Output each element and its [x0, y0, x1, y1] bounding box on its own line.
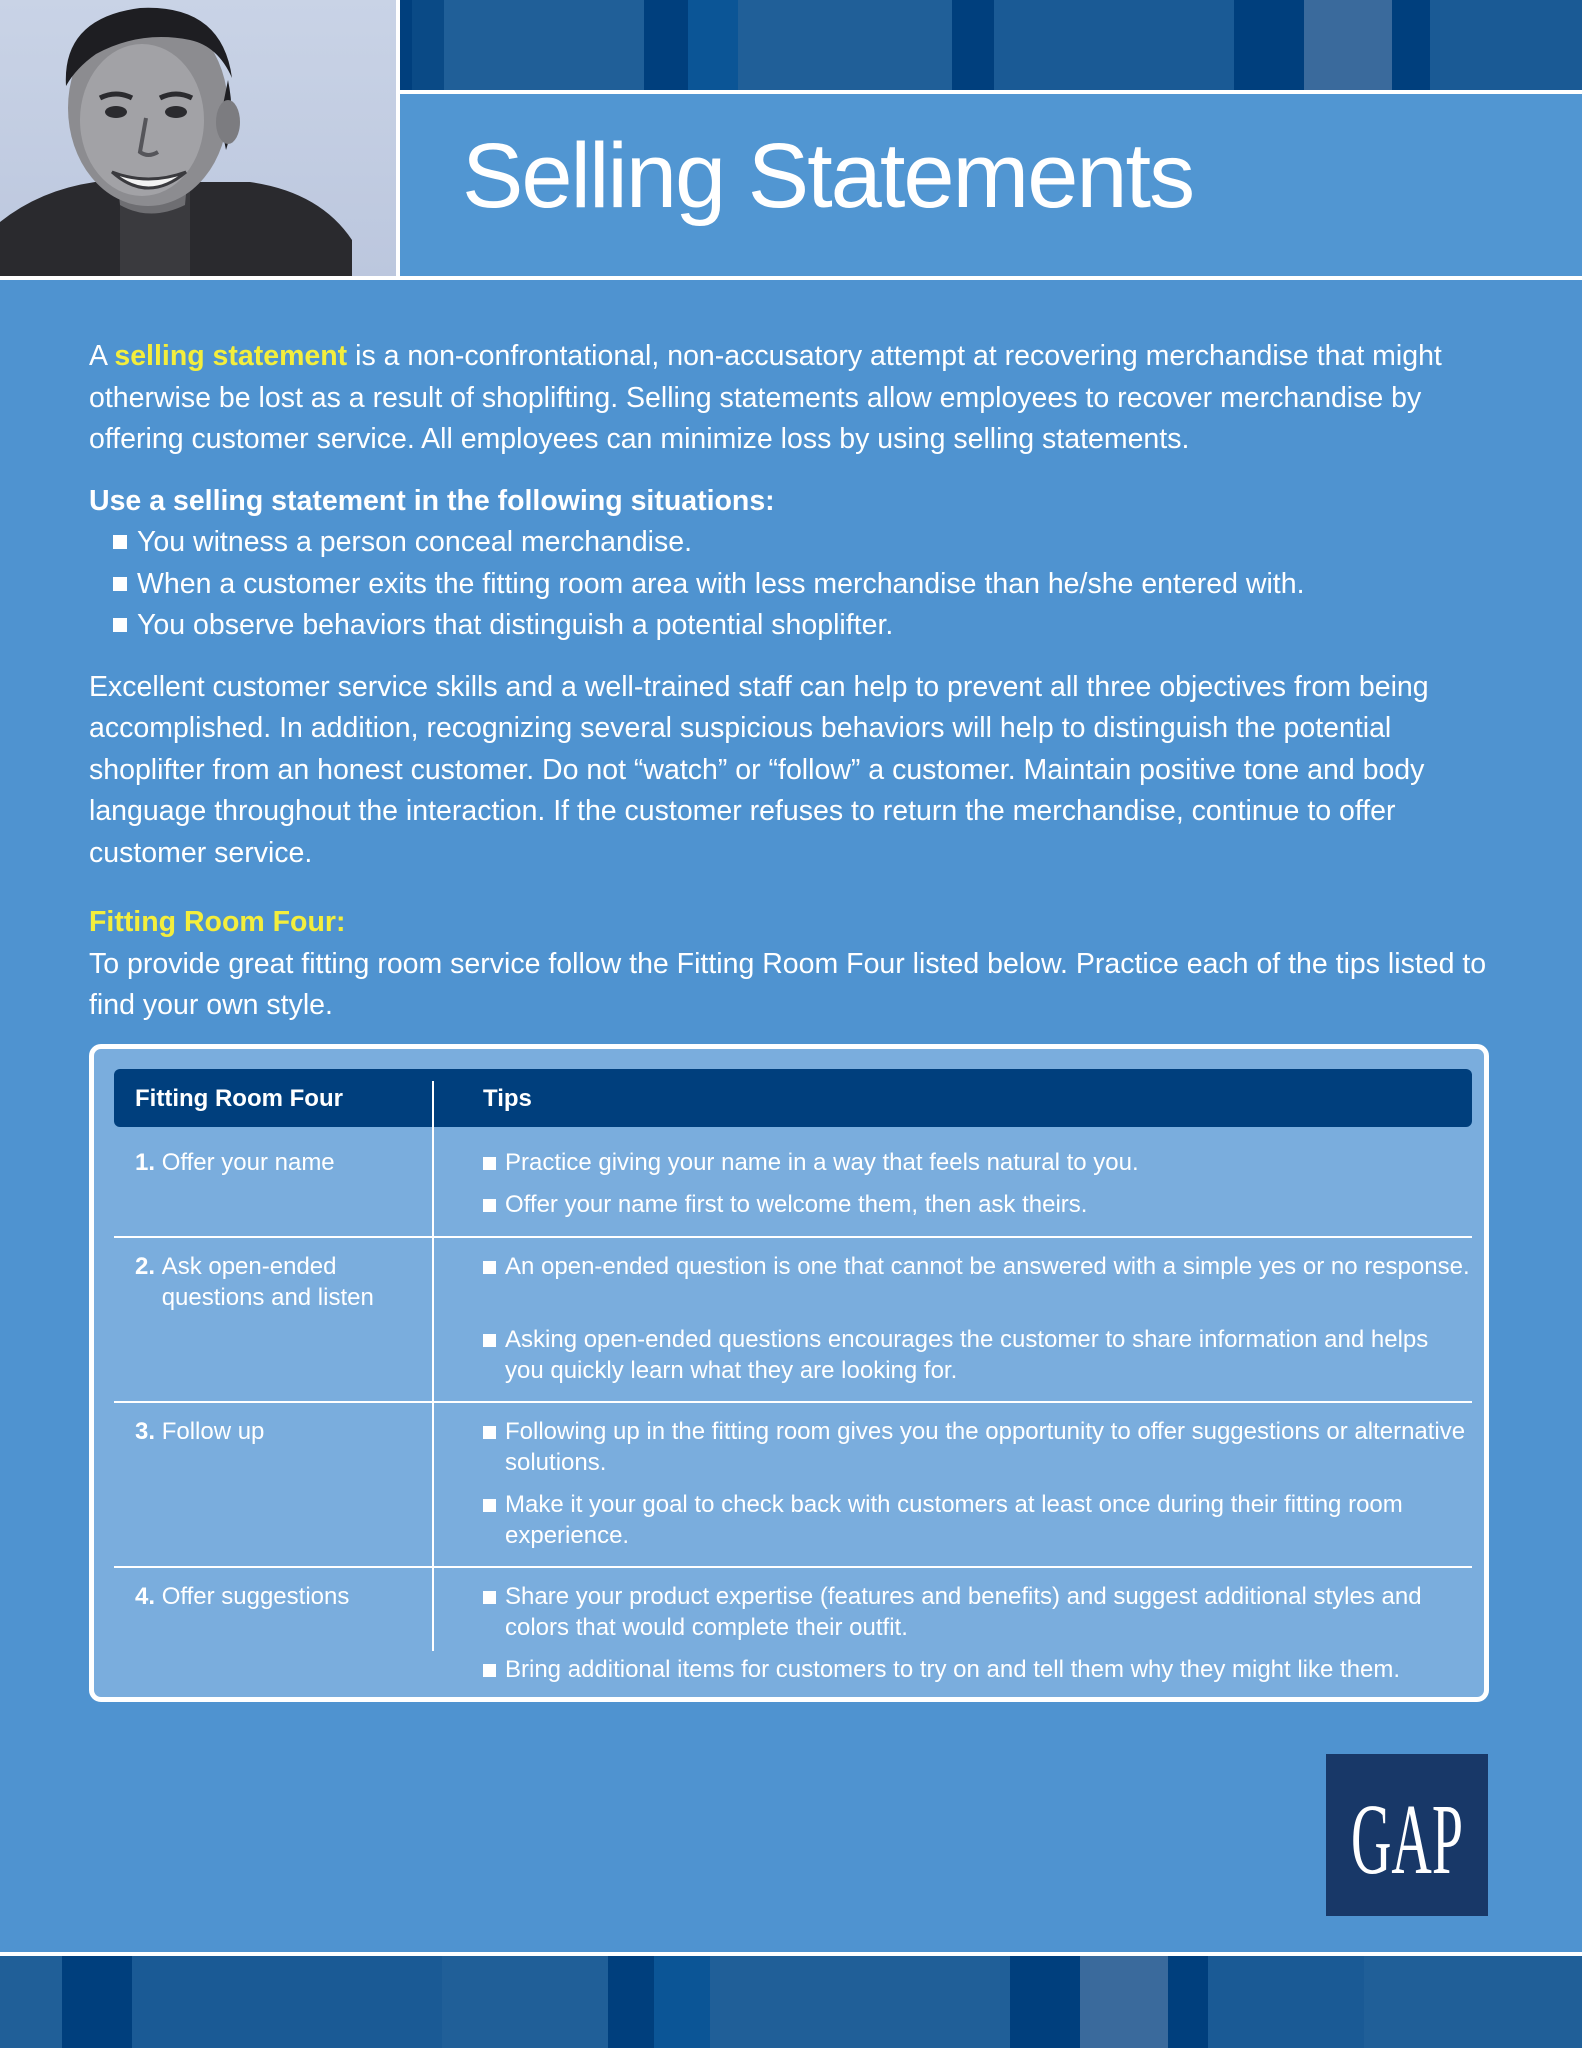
tip-item [483, 1251, 1473, 1282]
bullet-square-icon [483, 1591, 496, 1604]
tip-item [483, 1147, 1473, 1178]
intro-paragraph [89, 336, 1509, 461]
row-number: 2. [135, 1253, 156, 1280]
situation-item [113, 605, 1509, 647]
tip-item [483, 1189, 1473, 1220]
table-row-label [135, 1416, 412, 1447]
situation-item [113, 564, 1509, 606]
bullet-square-icon [483, 1499, 496, 1512]
bullet-square-icon [483, 1664, 496, 1677]
tip-text: Share your product expertise (features and benefits) and suggest additional styles and colors that would complete their outfit. [505, 1583, 1422, 1641]
table-row-label [135, 1147, 412, 1178]
gap-logo [1326, 1754, 1488, 1916]
row-title: Offer suggestions [161, 1583, 350, 1610]
row-divider [114, 1566, 1472, 1568]
fitting-room-text: To provide great fitting room service follow the Fitting Room Four listed below. Practice each of the tips listed to find your own style. [89, 947, 1487, 1021]
page-header [0, 0, 1582, 280]
service-paragraph: Excellent customer service skills and a well-trained staff can help to prevent all three objectives from being accomplished. In addition, recognizing several suspicious behaviors will help to distinguish the potential shoplifter from an honest customer. Do not “watch” or “follow” a customer. Maintain positive tone and body language throughout the interaction. If the customer refuses to return the merchandise, continue to offer customer service. [89, 670, 1429, 869]
tip-text: An open-ended question is one that cannot be answered with a simple yes or no response. [505, 1253, 1470, 1280]
logo-text: GAP [1351, 1784, 1463, 1896]
bullet-square-icon [113, 577, 127, 591]
fitting-room-heading: Fitting Room Four: [89, 906, 346, 938]
row-divider [114, 1401, 1472, 1403]
bullet-square-icon [113, 535, 127, 549]
header-rule-bottom [0, 276, 1582, 280]
situations-list [89, 522, 1509, 647]
table-header [114, 1069, 1472, 1127]
tip-text: Asking open-ended questions encourages the customer to share information and helps you quickly learn what they are looking for. [505, 1326, 1429, 1384]
tip-item [483, 1654, 1473, 1685]
row-number: 1. [135, 1149, 156, 1176]
page-title: Selling Statements [462, 125, 1194, 227]
bullet-square-icon [483, 1157, 496, 1170]
bullet-square-icon [113, 618, 127, 632]
column-divider [432, 1127, 434, 1651]
selling-statement-highlight: selling statement [114, 340, 348, 372]
fitting-room-table [89, 1044, 1489, 1702]
situation-text: You witness a person conceal merchandise. [137, 526, 693, 558]
tip-text: Offer your name first to welcome them, then ask theirs. [505, 1191, 1088, 1218]
header-stripes [400, 0, 1582, 90]
column-header-tips: Tips [483, 1085, 532, 1112]
table-row-label [135, 1251, 412, 1313]
column-header-fitting-room: Fitting Room Four [135, 1085, 343, 1112]
row-title: Ask open-ended questions and listen [161, 1253, 374, 1311]
tip-item [483, 1416, 1473, 1478]
bullet-square-icon [483, 1334, 496, 1347]
gap-logo-mark [1347, 1784, 1467, 1896]
situation-item [113, 522, 1509, 564]
main-content [89, 336, 1509, 1027]
row-title: Follow up [161, 1418, 265, 1445]
row-number: 3. [135, 1418, 156, 1445]
tip-text: Make it your goal to check back with customers at least once during their fitting room experience. [505, 1491, 1403, 1549]
bullet-square-icon [483, 1261, 496, 1274]
row-title: Offer your name [161, 1149, 335, 1176]
row-number: 4. [135, 1583, 156, 1610]
situations-heading: Use a selling statement in the following situations: [89, 484, 775, 517]
tip-item [483, 1581, 1473, 1643]
tip-text: Following up in the fitting room gives you the opportunity to offer suggestions or alternative solutions. [505, 1418, 1466, 1476]
employee-photo [0, 0, 396, 276]
table-row-label [135, 1581, 412, 1612]
tip-text: Practice giving your name in a way that feels natural to you. [505, 1149, 1139, 1176]
tip-item [483, 1489, 1473, 1551]
row-divider [114, 1236, 1472, 1238]
header-column-divider [432, 1081, 434, 1127]
tip-item [483, 1324, 1473, 1386]
bullet-square-icon [483, 1199, 496, 1212]
footer-stripes [0, 1956, 1582, 2048]
tip-text: Bring additional items for customers to try on and tell them why they might like them. [505, 1656, 1401, 1683]
situation-text: You observe behaviors that distinguish a potential shoplifter. [137, 609, 894, 641]
intro-prefix: A [89, 340, 115, 372]
portrait-illustration [0, 0, 396, 276]
intro-rest: is a non-confrontational, non-accusatory attempt at recovering merchandise that might otherwise be lost as a result of shoplifting. Selling statements allow employees to recover merchandise by offering customer service. All employees can minimize loss by using selling statements. [89, 340, 1442, 455]
bullet-square-icon [483, 1426, 496, 1439]
situation-text: When a customer exits the fitting room area with less merchandise than he/she entered with. [137, 567, 1305, 600]
